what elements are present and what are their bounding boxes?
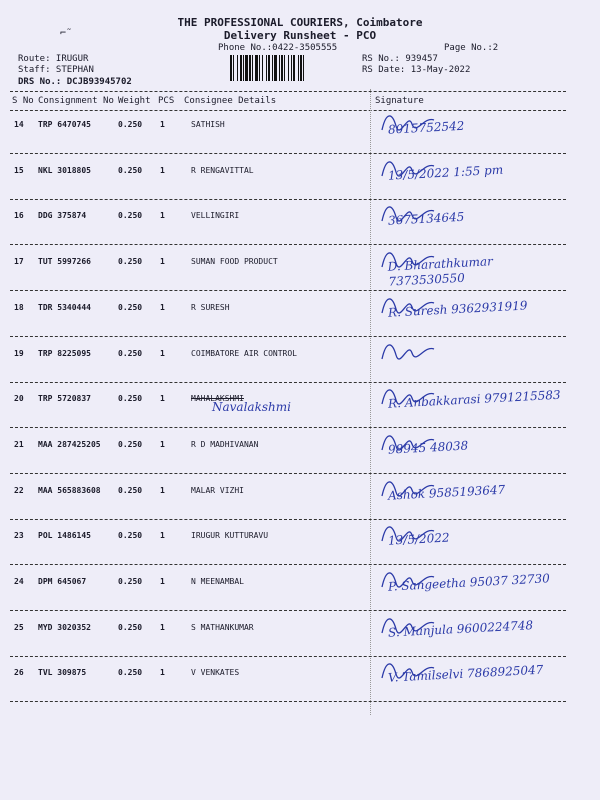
row-pcs: 1 xyxy=(160,303,165,312)
signature-scribble xyxy=(378,428,438,458)
signature-ink: Ashok 9585193647 xyxy=(387,482,506,503)
row-weight: 0.250 xyxy=(118,257,143,266)
signature-ink: S. Manjula 9600224748 xyxy=(387,618,534,640)
row-pcs: 1 xyxy=(160,394,165,403)
row-separator xyxy=(10,427,566,428)
row-consignee: VELLINGIRI xyxy=(191,211,240,220)
row-sno: 21 xyxy=(14,440,24,449)
col-sno: S No xyxy=(12,96,34,106)
col-signature: Signature xyxy=(375,96,424,106)
signature-scribble xyxy=(378,611,438,641)
row-consignee: R RENGAVITTAL xyxy=(191,166,254,175)
signature-ink: 13/5/2022 1:55 pm xyxy=(387,162,504,183)
row-pcs: 1 xyxy=(160,166,165,175)
row-consignee: S MATHANKUMAR xyxy=(191,623,254,632)
signature-ink: R. Suresh 9362931919 xyxy=(387,298,528,320)
signature-scribble xyxy=(378,108,438,138)
row-pcs: 1 xyxy=(160,623,165,632)
row-weight: 0.250 xyxy=(118,303,143,312)
phone-number: Phone No.:0422-3505555 xyxy=(218,43,338,53)
signature-ink: 8015752542 xyxy=(387,118,465,137)
row-weight: 0.250 xyxy=(118,623,143,632)
signature-ink: 98945 48038 xyxy=(387,438,469,457)
row-pcs: 1 xyxy=(160,211,165,220)
signature-scribble xyxy=(378,291,438,321)
row-pcs: 1 xyxy=(160,257,165,266)
row-sno: 20 xyxy=(14,394,24,403)
row-consignee: MAHALAKSHMI xyxy=(191,394,244,403)
row-pcs: 1 xyxy=(160,486,165,495)
row-consignee: N MEENAMBAL xyxy=(191,577,244,586)
staff: Staff: STEPHAN xyxy=(18,65,94,75)
row-weight: 0.250 xyxy=(118,211,143,220)
row-consignee: R D MADHIVANAN xyxy=(191,440,259,449)
row-separator xyxy=(10,519,566,520)
signature-ink: D. Bharathkumar 7373530550 xyxy=(387,254,494,289)
row-sno: 24 xyxy=(14,577,24,586)
row-sno: 26 xyxy=(14,668,24,677)
row-sno: 25 xyxy=(14,623,24,632)
row-weight: 0.250 xyxy=(118,120,143,129)
row-pcs: 1 xyxy=(160,440,165,449)
row-consignment: TVL 309875 xyxy=(38,668,87,677)
signature-column-divider xyxy=(370,89,371,715)
signature-scribble xyxy=(378,154,438,184)
row-weight: 0.250 xyxy=(118,394,143,403)
row-consignment: TRP 8225095 xyxy=(38,349,91,358)
row-consignee: MALAR VIZHI xyxy=(191,486,244,495)
row-consignment: DPM 645067 xyxy=(38,577,87,586)
col-consignment: Consignment No xyxy=(38,96,114,106)
row-sno: 23 xyxy=(14,531,24,540)
row-sno: 18 xyxy=(14,303,24,312)
row-consignment: MYD 3020352 xyxy=(38,623,91,632)
row-pcs: 1 xyxy=(160,668,165,677)
top-mark: ⌐˜ xyxy=(60,28,73,39)
row-separator xyxy=(10,610,566,611)
row-weight: 0.250 xyxy=(118,531,143,540)
row-consignee: SATHISH xyxy=(191,120,225,129)
row-sno: 15 xyxy=(14,166,24,175)
route: Route: IRUGUR xyxy=(18,54,89,64)
row-separator xyxy=(10,701,566,702)
row-consignee: R SURESH xyxy=(191,303,230,312)
row-weight: 0.250 xyxy=(118,166,143,175)
signature-ink: R. Anbakkarasi 9791215583 xyxy=(387,387,561,411)
row-consignment: TRP 5720837 xyxy=(38,394,91,403)
row-consignment: MAA 565883608 xyxy=(38,486,101,495)
row-sno: 17 xyxy=(14,257,24,266)
consignee-handwritten-note: Navalakshmi xyxy=(212,400,291,414)
row-separator xyxy=(10,290,566,291)
row-consignment: TRP 6470745 xyxy=(38,120,91,129)
signature-scribble xyxy=(378,519,438,549)
col-weight: Weight xyxy=(118,96,151,106)
row-consignment: MAA 287425205 xyxy=(38,440,101,449)
signature-ink: 3675134645 xyxy=(387,209,465,228)
col-consignee: Consignee Details xyxy=(184,96,277,106)
signature-ink: P. Sangeetha 95037 32730 xyxy=(387,571,551,594)
row-weight: 0.250 xyxy=(118,668,143,677)
signature-ink: V. Tamilselvi 7868925047 xyxy=(387,662,544,685)
signature-ink: 13/5/2022 xyxy=(387,530,450,548)
rs-date: RS Date: 13-May-2022 xyxy=(362,65,471,75)
row-pcs: 1 xyxy=(160,120,165,129)
row-sno: 22 xyxy=(14,486,24,495)
col-pcs: PCS xyxy=(158,96,175,106)
row-weight: 0.250 xyxy=(118,440,143,449)
row-pcs: 1 xyxy=(160,531,165,540)
row-consignee: SUMAN FOOD PRODUCT xyxy=(191,257,278,266)
row-weight: 0.250 xyxy=(118,349,143,358)
row-consignment: NKL 3018805 xyxy=(38,166,91,175)
signature-scribble xyxy=(378,337,438,367)
row-weight: 0.250 xyxy=(118,577,143,586)
row-separator xyxy=(10,199,566,200)
signature-scribble xyxy=(378,565,438,595)
row-separator xyxy=(10,656,566,657)
row-consignment: DDG 375874 xyxy=(38,211,87,220)
row-sno: 14 xyxy=(14,120,24,129)
row-pcs: 1 xyxy=(160,349,165,358)
company-title: THE PROFESSIONAL COURIERS, Coimbatore xyxy=(177,16,423,29)
row-consignee: IRUGUR KUTTURAVU xyxy=(191,531,269,540)
row-sno: 19 xyxy=(14,349,24,358)
row-separator xyxy=(10,564,566,565)
header-bottom-rule xyxy=(10,110,566,111)
row-separator xyxy=(10,153,566,154)
row-sno: 16 xyxy=(14,211,24,220)
signature-scribble xyxy=(378,199,438,229)
row-separator xyxy=(10,244,566,245)
row-consignee: V VENKATES xyxy=(191,668,240,677)
runsheet-subtitle: Delivery Runsheet - PCO xyxy=(223,29,377,42)
row-consignment: TDR 5340444 xyxy=(38,303,91,312)
rs-number: RS No.: 939457 xyxy=(362,54,438,64)
row-separator xyxy=(10,473,566,474)
signature-scribble xyxy=(378,656,438,686)
drs-number: DRS No.: DCJB93945702 xyxy=(18,77,132,87)
page-number: Page No.:2 xyxy=(444,43,499,53)
row-consignment: TUT 5997266 xyxy=(38,257,91,266)
row-consignment: POL 1486145 xyxy=(38,531,91,540)
row-weight: 0.250 xyxy=(118,486,143,495)
row-consignee: COIMBATORE AIR CONTROL xyxy=(191,349,297,358)
signature-scribble xyxy=(378,382,438,412)
signature-scribble xyxy=(378,245,438,275)
row-separator xyxy=(10,336,566,337)
row-separator xyxy=(10,382,566,383)
signature-scribble xyxy=(378,474,438,504)
barcode xyxy=(230,55,356,81)
table-top-rule xyxy=(10,91,566,92)
row-pcs: 1 xyxy=(160,577,165,586)
